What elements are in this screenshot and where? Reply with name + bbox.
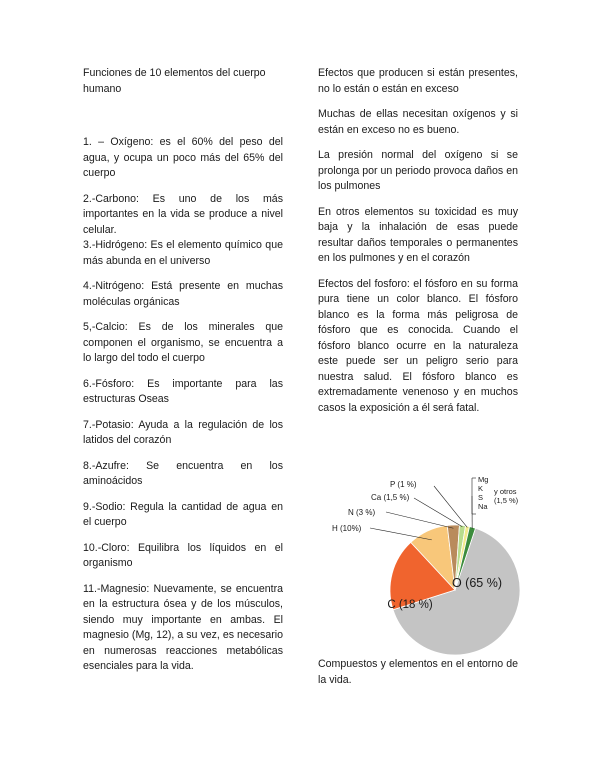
right-column [318,66,518,416]
effects-paragraph: Muchas de ellas necesitan oxígenos y si están en exceso no es bueno. [318,108,518,136]
others-element-label: Na [478,502,488,511]
others-element-label: K [478,484,484,493]
list-item-magnesium: 11.-Magnesio: Nuevamente, se encuentra en la estructura ósea y de los músculos, siendo muy importante en ambas. El magnesio (Mg, 12), a su vez, es necesario en numerosas reacciones metabólicas esenciales para la vida. [83,582,283,672]
slice-label-hydrogen: H (10%) [332,524,362,533]
pie-chart-svg [318,470,528,655]
section-title: Funciones de 10 elementos del cuerpo humano [83,67,266,95]
list-item-potassium: 7.-Potasio: Ayuda a la regulación de los latidos del corazón [83,418,283,446]
list-item-oxygen: 1. – Oxígeno: es el 60% del peso del agua, y ocupa un poco más del 65% del cuerpo [83,136,283,179]
effects-paragraph: La presión normal del oxígeno si se prolonga por un periodo provoca daños en los pulmones [318,149,518,192]
others-label: (1,5 %) [494,496,519,505]
list-item-carbon: 2.-Carbono: Es uno de los más importantes en la vida se produce a nivel celular. [83,192,283,236]
slice-label-oxygen: O (65 %) [451,576,503,590]
element-pie-chart [318,470,528,655]
left-column [83,66,283,675]
chart-caption: Compuestos y elementos en el entorno de la vida. [318,658,518,686]
effects-paragraph: En otros elementos su toxicidad es muy baja y la inhalación de esas puede resultar daños temporales o permanentes en los pulmones y en el corazón [318,205,518,264]
list-item-nitrogen: 4.-Nitrógeno: Está presente en muchas moléculas orgánicas [83,280,283,308]
slice-label-phosphorus: P (1 %) [390,480,417,489]
others-label: y otros [494,487,517,496]
leader-line [386,512,453,528]
leader-line [434,486,467,527]
others-element-label: S [478,493,484,502]
list-item-chlorine: 10.-Cloro: Equilibra los líquidos en el organismo [83,541,283,569]
slice-label-calcium: Ca (1,5 %) [371,493,410,502]
slice-label-carbon: C (18 %) [387,599,433,611]
effects-heading: Efectos que producen si están presentes, no lo están o están en exceso [318,67,518,95]
list-item-hydrogen: 3.-Hidrógeno: Es el elemento químico que más abunda en el universo [83,239,283,267]
list-item-sulfur: 8.-Azufre: Se encuentra en los aminoácidos [83,459,283,487]
slice-label-nitrogen: N (3 %) [348,508,376,517]
others-element-label: Mg [478,475,489,484]
list-item-calcium: 5,-Calcio: Es de los minerales que componen el organismo, se encuentra a lo largo del todo el cuerpo [83,321,283,364]
phosphorus-paragraph: Efectos del fosforo: el fósforo en su forma pura tiene un color blanco. El fósforo blanco es la forma más peligrosa de fósforo que es conocida. Cuando el fósforo blanco ocurre en la naturaleza este puede ser un peligro serio para nuestra salud. El fósforo blanco es extremadamente venenoso y en muchos casos la exposición a él será fatal. [318,277,518,414]
list-item-phosphorus: 6.-Fósforo: Es importante para las estructuras Oseas [83,377,283,405]
list-item-sodium: 9.-Sodio: Regula la cantidad de agua en el cuerpo [83,500,283,528]
